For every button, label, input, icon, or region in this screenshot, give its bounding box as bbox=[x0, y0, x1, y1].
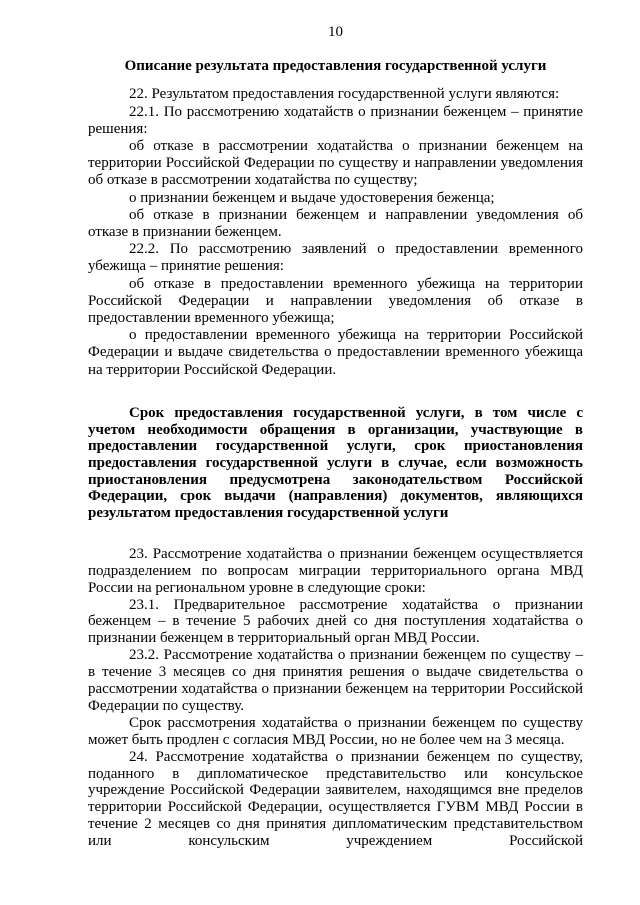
spacer bbox=[88, 522, 583, 546]
paragraph: о предоставлении временного убежища на территории Российской Федерации и выдаче свидетельства о предоставлении временного убежища на территории Российской Федерации. bbox=[88, 327, 583, 378]
section-heading-result: Описание результата предоставления государственной услуги bbox=[124, 58, 547, 75]
section-body-deadlines bbox=[88, 546, 583, 850]
paragraph: 24. Рассмотрение ходатайства о признании беженцем по существу, поданного в дипломатическое представительство или консульское учреждение Российской Федерации заявителем, находящимся вне пределов территории Российской Федерации, осуществляется ГУВМ МВД России в течение 2 месяцев со дня принятия дипломатическим представительством или консульским учреждением Российской bbox=[88, 748, 583, 850]
paragraph: об отказе в рассмотрении ходатайства о признании беженцем на территории Российской Федерации по существу и направлении уведомления об отказе в рассмотрении ходатайства по существу; bbox=[88, 138, 583, 189]
paragraph: об отказе в признании беженцем и направлении уведомления об отказе в признании беженцем. bbox=[88, 206, 583, 241]
paragraph: об отказе в предоставлении временного убежища на территории Российской Федерации и направлении уведомления об отказе в предоставлении временного убежища; bbox=[88, 275, 583, 327]
paragraph: Срок рассмотрения ходатайства о признании беженцем по существу может быть продлен с согласия МВД России, но не более чем на 3 месяца. bbox=[88, 714, 583, 748]
paragraph: 23. Рассмотрение ходатайства о признании беженцем осуществляется подразделением по вопросам миграции территориального органа МВД России на региональном уровне в следующие сроки: bbox=[88, 545, 583, 596]
page-number: 10 bbox=[328, 24, 343, 40]
paragraph: 22.2. По рассмотрению заявлений о предоставлении временного убежища – принятие решения: bbox=[88, 241, 583, 275]
paragraph: 22.1. По рассмотрению ходатайств о признании беженцем – принятие решения: bbox=[88, 103, 583, 137]
paragraph: 23.2. Рассмотрение ходатайства о признании беженцем по существу – в течение 3 месяцев со дня принятия решения о выдаче свидетельства о рассмотрении ходатайства о признании беженцем на территории Российской Федерации по существу. bbox=[88, 647, 583, 714]
paragraph: 22. Результатом предоставления государственной услуги являются: bbox=[129, 86, 560, 103]
paragraph: 23.1. Предварительное рассмотрение ходатайства о признании беженцем – в течение 5 рабочих дней со дня поступления ходатайства о признании беженцем в территориальный орган МВД России. bbox=[88, 596, 583, 647]
section-body-result bbox=[88, 86, 583, 378]
section-heading-deadlines: Срок предоставления государственной услуги, в том числе с учетом необходимости обращения в организации, участвующие в предоставлении государственной услуги, срок приостановления предоставления государственной услуги в случае, если возможность приостановления предусмотрена законодательством Российской Федерации, срок выдачи (направления) документов, являющихся результатом предоставления государственной услуги bbox=[88, 404, 583, 522]
paragraph: о признании беженцем и выдаче удостоверения беженца; bbox=[129, 189, 495, 206]
